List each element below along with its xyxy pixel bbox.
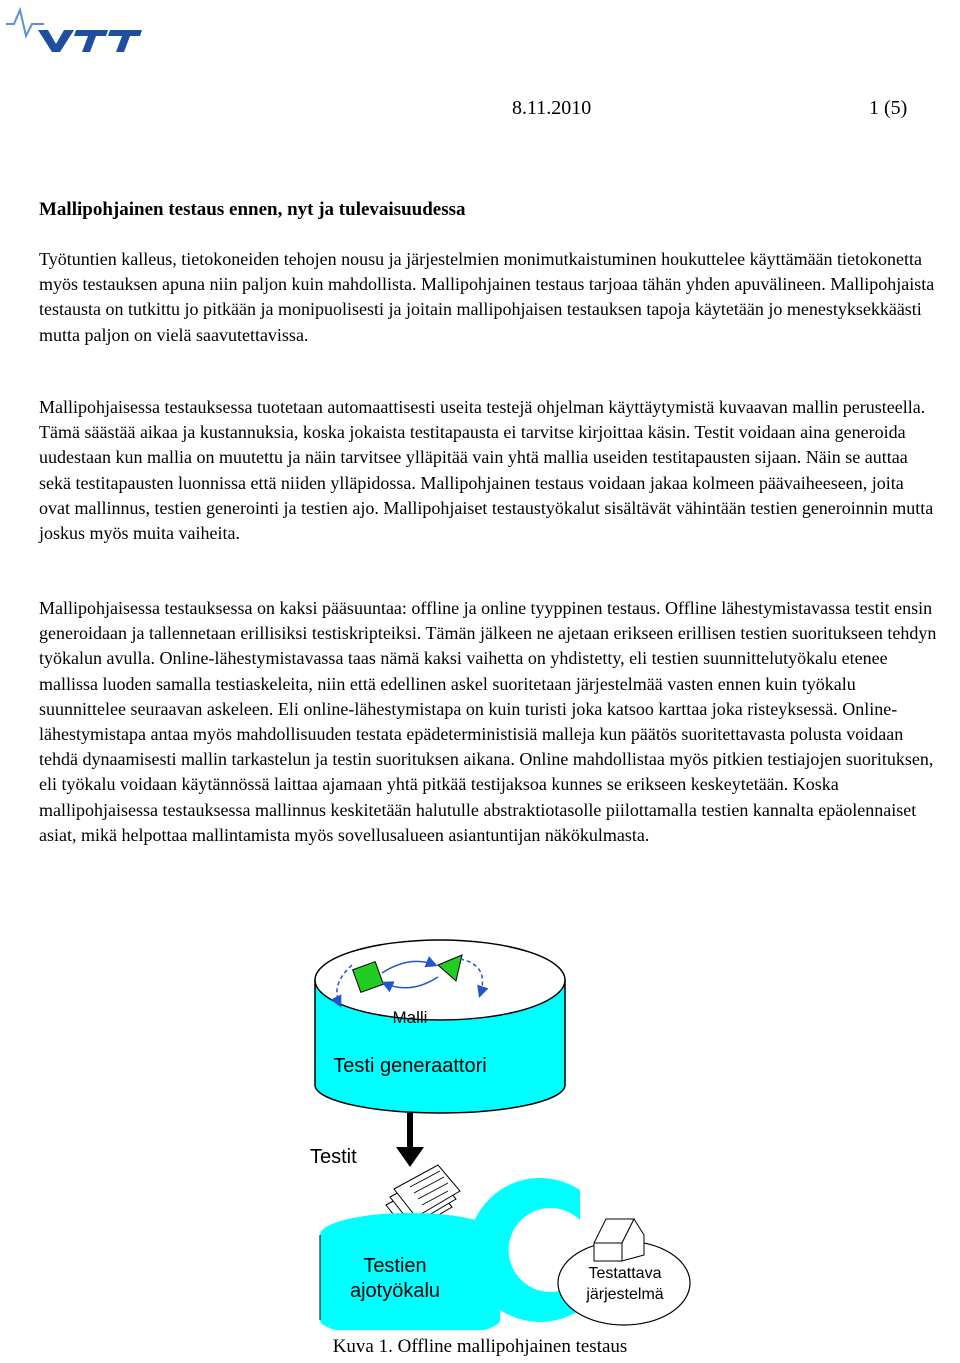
offline-testing-diagram: [280, 935, 700, 1330]
sut-label-line1: Testattava: [588, 1265, 662, 1282]
logo-letters: [38, 30, 142, 52]
sut-label-line2: järjestelmä: [586, 1286, 664, 1303]
runner-label-line2: ajotyökalu: [349, 1280, 441, 1302]
runner-label-line1: Testien: [363, 1255, 427, 1277]
tests-label: Testit: [310, 1146, 357, 1168]
house-icon: [594, 1219, 644, 1261]
paragraph-model-based: Mallipohjaisessa testauksessa tuotetaan automaattisesti useita testejä ohjelman käyttäytymistä kuvaavan mallin perusteella. Tämä säästää aikaa ja kustannuksia, koska jokaista testitapausta ei tarvitse kirjoittaa käsin. Testit voidaan aina generoida uudestaan kun mallia on muutettu ja näin tarvitsee ylläpitää vain yhtä mallia useiden testitapausten sijaan. Näin se auttaa sekä testitapausten luonnissa että niiden ylläpidossa. Mallipohjainen testaus voidaan jakaa kolmeen päävaiheeseen, joita ovat mallinnus, testien generointi ja testien ajo. Mallipohjaiset testaustyökalut sisältävät vähintään testien generoinnin mutta joskus myös muita vaiheita.: [39, 397, 934, 544]
document-title: Mallipohjainen testaus ennen, nyt ja tulevaisuudessa: [39, 199, 466, 220]
generator-label: Testi generaattori: [333, 1055, 487, 1077]
vtt-logo: [4, 4, 144, 52]
figure-caption: Kuva 1. Offline mallipohjainen testaus: [332, 1336, 628, 1357]
paragraph-offline-online: Mallipohjaisessa testauksessa on kaksi pääsuuntaa: offline ja online tyyppinen testaus. Offline lähestymistavassa testit ensin generoidaan ja tallennetaan erillisiksi testiskripteiksi. Tämän jälkeen ne ajetaan erikseen erillisen testien suoritukseen tehdyn työkalun avulla. Online-lähestymistavassa taas nämä kaksi vaihetta on yhdistetty, eli testien suunnittelutyökalu etenee mallissa luoden samalla testiaskeleita, niin että edellinen askel suoritetaan järjestelmää vasten ennen kuin työkalu suunnittelee seuraavan askeleen. Eli online-lähestymistapa on kuin turisti joka katsoo karttaa joka risteyksessä. Online-lähestymistapa antaa myös mahdollisuuden testata epädeterministisiä malleja kun päätös suoritettavasta polusta voidaan tehdä dynaamisesti mallin tarkastelun ja testin suorituksen aikana. Online mahdollistaa myös pitkien testiajojen suorituksen, eli työkalu voidaan käytännössä laittaa ajamaan yhtä pitkää testijaksoa kunnes se erikseen keskeytetään. Koska mallipohjaisessa testauksessa mallinnus keskitetään halutulle abstraktiotasolle piilottamalla testien kannalta epäolennaiset asiat, mikä helpottaa mallintamista myös sovellusalueen asiantuntijan näkökulmasta.: [39, 598, 937, 845]
document-date: 8.11.2010: [512, 97, 592, 119]
logo-wave: [6, 10, 44, 36]
page-number: 1 (5): [869, 97, 908, 119]
model-label: Malli: [392, 1008, 428, 1027]
paragraph-intro: Työtuntien kalleus, tietokoneiden tehojen nousu ja järjestelmien monimutkaistuminen houkuttelee käyttämään tietokonetta myös testauksen apuna niin paljon kuin mahdollista. Mallipohjainen testaus tarjoaa tähän yhden apuvälineen. Mallipohjaista testausta on tutkittu jo pitkään ja monipuolisesti ja joitain mallipohjaisen testauksen tapoja käytetään jo menestyksekkäästi mutta paljon on vielä saavutettavissa.: [39, 249, 935, 345]
